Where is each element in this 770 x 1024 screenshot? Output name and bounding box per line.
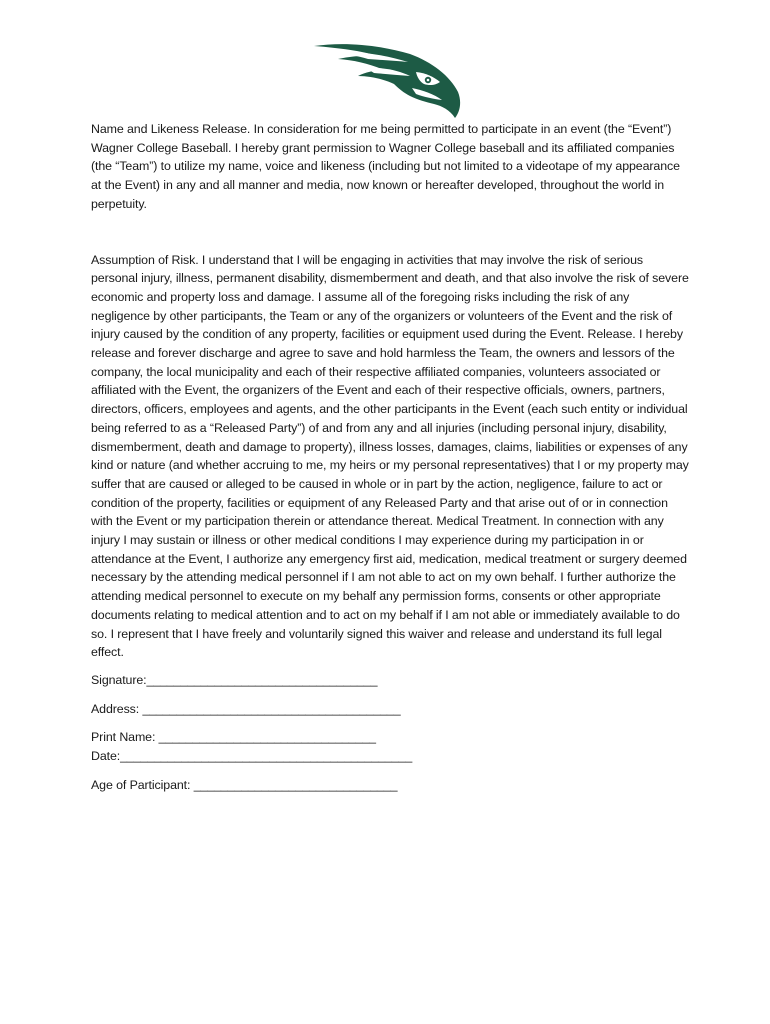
signature-field[interactable]: Signature:__________________________________ [91,672,378,687]
age-of-participant-field[interactable]: Age of Participant: ______________________________ [91,777,398,792]
address-field[interactable]: Address: ______________________________________ [91,701,401,716]
waiver-content [91,120,689,795]
likeness-release-paragraph: Name and Likeness Release. In consideration for me being permitted to participate in an event (the “Event”) Wagner College Baseball. I hereby grant permission to Wagner College baseball and its affiliated companies (the “Team”) to utilize my name, voice and likeness (including but not limited to a videotape of my appearance at the Event) in any and all manner and media, now known or hereafter developed, throughout the world in perpetuity. [91,122,680,211]
date-field[interactable]: Date:___________________________________________ [91,749,413,764]
seahawk-logo [312,40,464,122]
assumption-of-risk-paragraph: Assumption of Risk. I understand that I will be engaging in activities that may involve the risk of serious personal injury, illness, permanent disability, dismemberment and death, and that also involve the risk of severe economic and property loss and damage. I assume all of the foregoing risks including the risk of any negligence by other participants, the Team or any of the organizers or volunteers of the Event and the risk of injury caused by the condition of any property, facilities or equipment used during the Event. Release. I hereby release and forever discharge and agree to save and hold harmless the Team, the owners and lessors of the company, the local municipality and each of their respective affiliated companies, volunteers associated or affiliated with the Event, the organizers of the Event and each of their respective officials, owners, partners, directors, officers, employees and agents, and the other participants in the Event (each such entity or individual being referred to as a “Released Party”) of and from any and all injuries (including personal injury, disability, dismemberment, death and damage to property), illness losses, damages, claims, liabilities or expenses of any kind or nature (and whether accruing to me, my heirs or my personal representatives) that I or my property may suffer that are caused or alleged to be caused in whole or in part by the action, negligence, failure to act or condition of the property, facilities or equipment of any Released Party and that arise out of or in connection with the Event or my participation therein or attendance thereat. Medical Treatment. In connection with any injury I may sustain or illness or other medical conditions I may experience during my participation in or attendance at the Event, I authorize any emergency first aid, medication, medical treatment or surgery deemed necessary by the attending medical personnel if I am not able to act on my own behalf. I further authorize the attending medical personnel to execute on my behalf any permission forms, consents or other appropriate documents relating to medical attention and to act on my behalf if I am not able or immediately available to do so. I represent that I have freely and voluntarily signed this waiver and release and understand its full legal effect. [91,252,689,660]
print-name-field[interactable]: Print Name: ________________________________ [91,730,376,745]
